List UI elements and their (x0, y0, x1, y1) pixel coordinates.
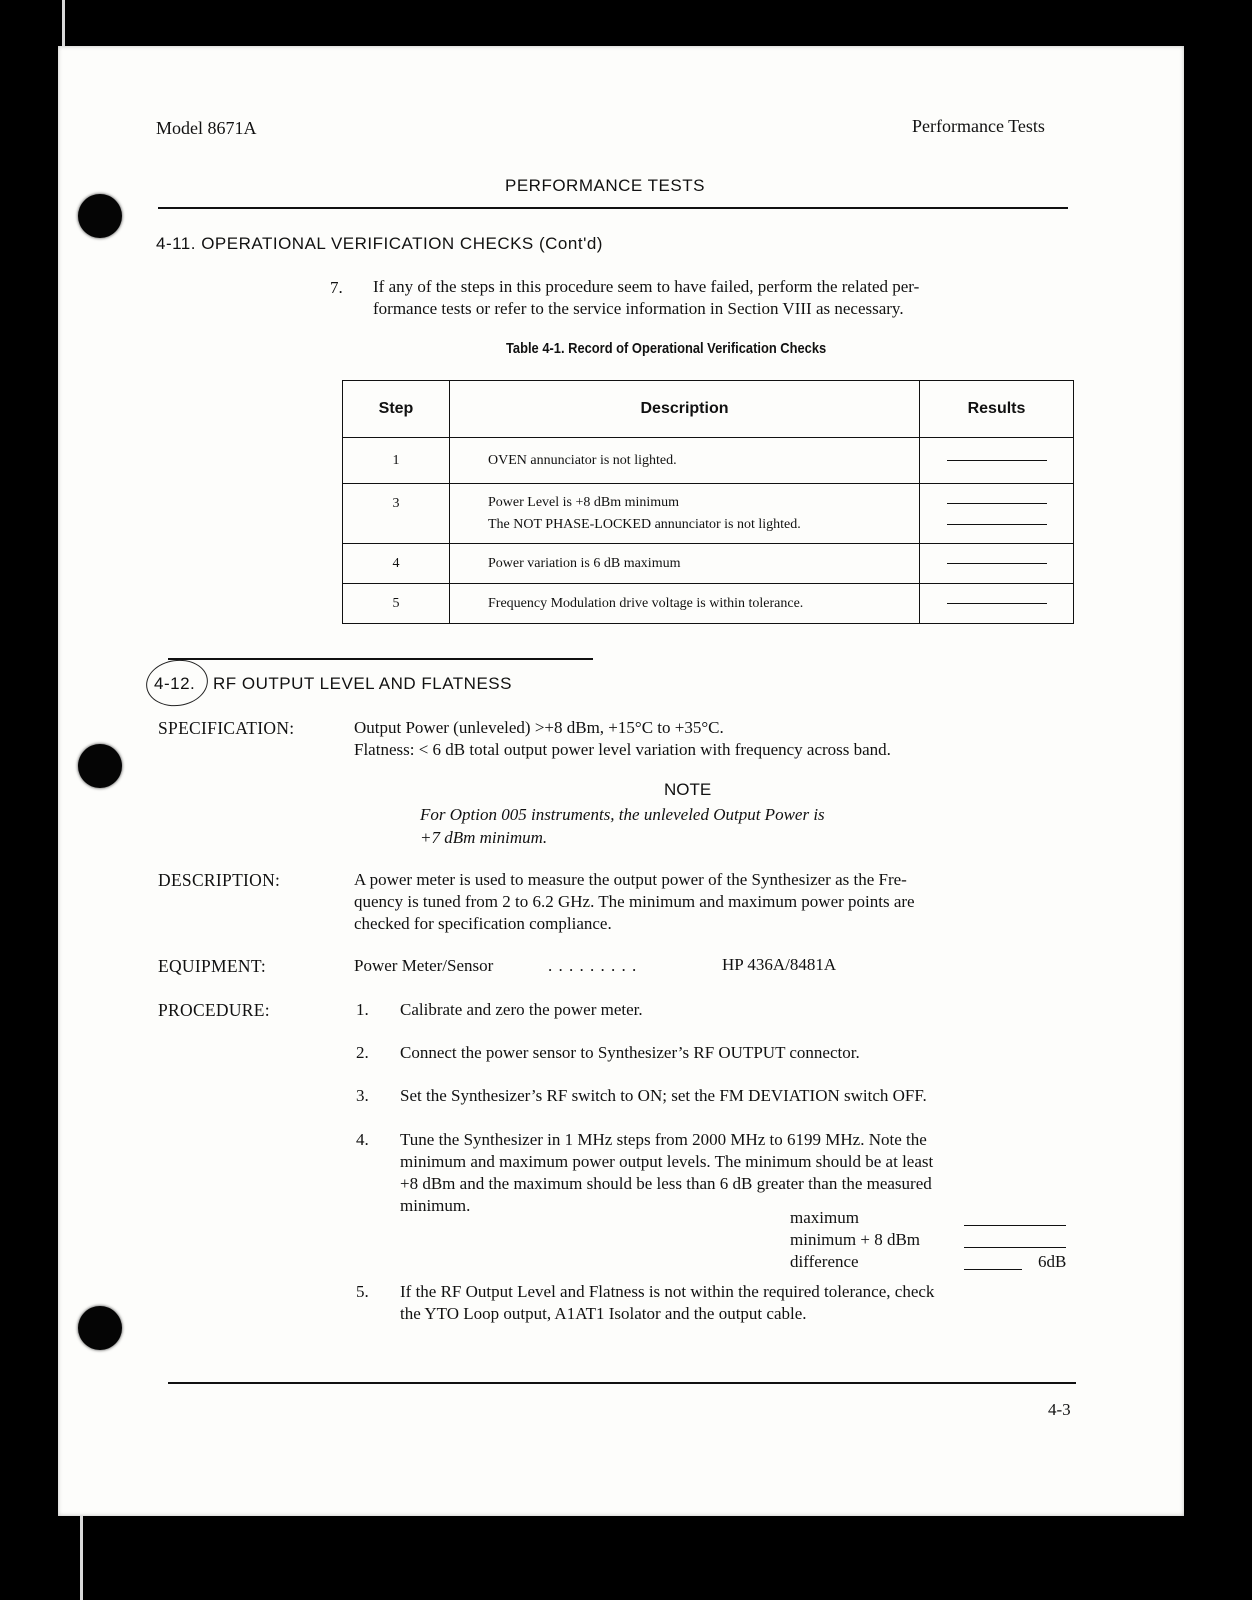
spec-line-1: Output Power (unleveled) >+8 dBm, +15°C to +35°C. (354, 718, 724, 737)
procedure-step-number: 1. (356, 1000, 369, 1019)
procedure-step-number: 2. (356, 1043, 369, 1062)
procedure-step-number: 4. (356, 1130, 369, 1149)
table-description-line: Power Level is +8 dBm minimum (488, 494, 680, 510)
document-page (58, 46, 1184, 1516)
table-header-description: Description (450, 381, 920, 438)
table-cell-step: 1 (343, 438, 450, 484)
table-row (343, 438, 1074, 484)
section-4-12-rule (168, 658, 593, 660)
binder-hole-top (78, 194, 122, 238)
record-minimum-label: minimum + 8 dBm (790, 1230, 921, 1249)
record-maximum-label: maximum (790, 1208, 859, 1227)
table-header-results: Results (920, 381, 1074, 438)
record-difference-blank (964, 1269, 1022, 1270)
table-header-step: Step (343, 381, 450, 438)
table-cell-results (920, 438, 1074, 484)
section-header: Performance Tests (912, 116, 1045, 136)
step-7-line-2: formance tests or refer to the service information in Section VIII as necessary. (373, 299, 904, 318)
footer-rule (168, 1382, 1076, 1384)
table-cell-step: 3 (343, 484, 450, 544)
table-cell-description (450, 438, 920, 484)
result-entry-line (947, 503, 1047, 504)
specification-label: SPECIFICATION: (158, 718, 295, 738)
table-description-line: Frequency Modulation drive voltage is within tolerance. (488, 595, 804, 611)
table-description-line: Power variation is 6 dB maximum (488, 555, 681, 571)
procedure-step-number: 5. (356, 1282, 369, 1301)
scan-edge-top (62, 0, 65, 46)
equipment-label: EQUIPMENT: (158, 956, 267, 976)
description-label: DESCRIPTION: (158, 870, 281, 890)
table-row (343, 484, 1074, 544)
description-line-1: A power meter is used to measure the output power of the Synthesizer as the Fre- (354, 870, 907, 889)
result-entry-line (947, 460, 1047, 461)
record-difference-limit: 6dB (1038, 1252, 1067, 1271)
scan-edge-bottom (80, 1516, 83, 1600)
table-cell-step: 5 (343, 584, 450, 624)
page-number: 4-3 (1048, 1400, 1071, 1419)
procedure-label: PROCEDURE: (158, 1000, 270, 1020)
result-entry-line (947, 603, 1047, 604)
procedure-step-line: the YTO Loop output, A1AT1 Isolator and the output cable. (400, 1304, 807, 1323)
spec-line-2: Flatness: < 6 dB total output power level variation with frequency across band. (354, 740, 891, 759)
step-7-number: 7. (330, 278, 343, 297)
step-7-line-1: If any of the steps in this procedure seem to have failed, perform the related per- (373, 277, 920, 296)
table-cell-description (450, 544, 920, 584)
equipment-dots: . . . . . . . . . (548, 956, 638, 975)
table-cell-results (920, 544, 1074, 584)
banner-rule (158, 207, 1068, 209)
record-minimum-blank (964, 1247, 1066, 1248)
section-4-12-number: 4-12. (154, 674, 196, 693)
table-cell-description (450, 584, 920, 624)
record-difference-label: difference (790, 1252, 859, 1271)
procedure-step-line: Connect the power sensor to Synthesizer’s RF OUTPUT connector. (400, 1043, 860, 1062)
record-maximum-blank (964, 1225, 1066, 1226)
result-entry-line (947, 524, 1047, 525)
description-line-3: checked for specification compliance. (354, 914, 612, 933)
section-4-12-title: RF OUTPUT LEVEL AND FLATNESS (213, 674, 512, 693)
table-cell-description (450, 484, 920, 544)
table-description-line: OVEN annunciator is not lighted. (488, 452, 677, 468)
verification-table (342, 380, 1074, 624)
procedure-step-number: 3. (356, 1086, 369, 1105)
procedure-step-line: minimum. (400, 1196, 471, 1215)
binder-hole-middle (78, 744, 122, 788)
table-cell-results (920, 484, 1074, 544)
procedure-step-line: +8 dBm and the maximum should be less than 6 dB greater than the measured (400, 1174, 932, 1193)
procedure-step-line: Set the Synthesizer’s RF switch to ON; set the FM DEVIATION switch OFF. (400, 1086, 927, 1105)
procedure-step-line: If the RF Output Level and Flatness is not within the required tolerance, check (400, 1282, 935, 1301)
section-4-11-title: 4-11. OPERATIONAL VERIFICATION CHECKS (Cont'd) (156, 234, 603, 253)
result-entry-line (947, 563, 1047, 564)
equipment-model: HP 436A/8481A (722, 955, 837, 974)
table-cell-results (920, 584, 1074, 624)
equipment-item: Power Meter/Sensor (354, 956, 494, 975)
model-header: Model 8671A (156, 118, 257, 138)
procedure-step-line: minimum and maximum power output levels. The minimum should be at least (400, 1152, 934, 1171)
note-title: NOTE (664, 780, 712, 799)
table-cell-step: 4 (343, 544, 450, 584)
procedure-step-line: Calibrate and zero the power meter. (400, 1000, 643, 1019)
table-row (343, 544, 1074, 584)
note-line-2: +7 dBm minimum. (420, 828, 548, 847)
table-description-line: The NOT PHASE-LOCKED annunciator is not lighted. (488, 516, 801, 532)
binder-hole-bottom (78, 1306, 122, 1350)
description-line-2: quency is tuned from 2 to 6.2 GHz. The minimum and maximum power points are (354, 892, 915, 911)
banner-title: PERFORMANCE TESTS (505, 176, 705, 195)
note-line-1: For Option 005 instruments, the unleveled Output Power is (420, 805, 825, 824)
table-row (343, 584, 1074, 624)
table-header-row (343, 381, 1074, 438)
procedure-step-line: Tune the Synthesizer in 1 MHz steps from 2000 MHz to 6199 MHz. Note the (400, 1130, 927, 1149)
table-caption: Table 4-1. Record of Operational Verification Checks (506, 340, 827, 357)
